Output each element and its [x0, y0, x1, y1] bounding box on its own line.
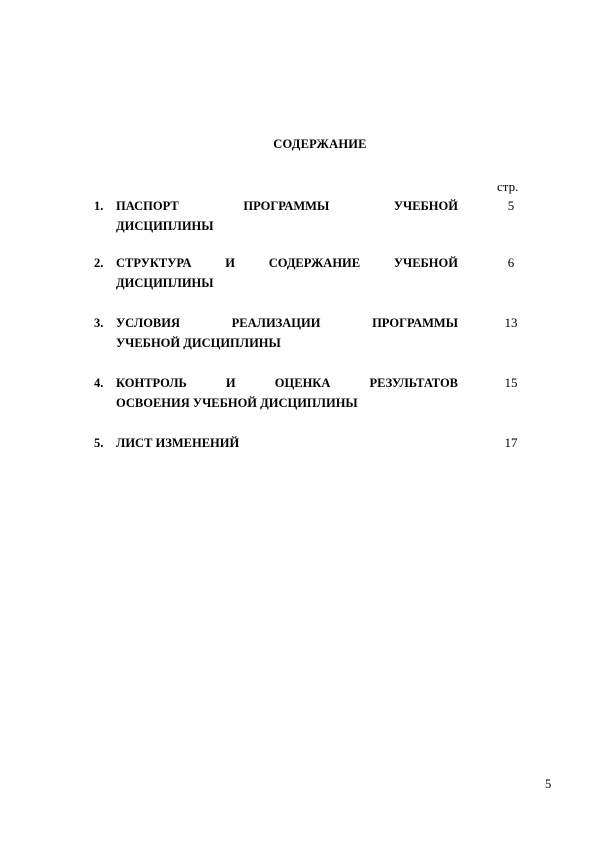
toc-item-title	[116, 313, 458, 353]
toc-item-number: 1.	[94, 199, 104, 213]
toc-item-page: 6	[507, 255, 515, 270]
toc-item-number: 2.	[94, 256, 104, 270]
toc-item-number: 4.	[94, 376, 104, 390]
toc-item-page: 17	[504, 435, 518, 450]
page-column-label: стр.	[497, 179, 519, 194]
toc-item-page: 15	[504, 375, 518, 390]
document-title: СОДЕРЖАНИЕ	[273, 137, 367, 151]
toc-item-number: 5.	[94, 436, 104, 450]
toc-item-title-line1: ЛИСТ ИЗМЕНЕНИЙ	[116, 436, 240, 450]
toc-item-page: 13	[504, 315, 518, 330]
toc-item-title-line2: ОСВОЕНИЯ УЧЕБНОЙ ДИСЦИПЛИНЫ	[116, 396, 358, 410]
toc-item-number: 3.	[94, 316, 104, 330]
page-number: 5	[545, 777, 552, 791]
toc-item-title-line2: ДИСЦИПЛИНЫ	[116, 276, 214, 290]
toc-item-title	[116, 373, 458, 413]
toc-item-title-line2: УЧЕБНОЙ ДИСЦИПЛИНЫ	[116, 336, 281, 350]
toc-item-title-line1: КОНТРОЛЬ И ОЦЕНКА РЕЗУЛЬТАТОВ	[116, 376, 458, 390]
toc-item-title	[116, 196, 458, 236]
toc-item-title-line1: СТРУКТУРА И СОДЕРЖАНИЕ УЧЕБНОЙ	[116, 256, 458, 270]
toc-item-page: 5	[507, 198, 515, 213]
toc-item-title	[116, 433, 458, 453]
toc-item-title-line1: УСЛОВИЯ РЕАЛИЗАЦИИ ПРОГРАММЫ	[116, 316, 458, 330]
toc-item-title	[116, 253, 458, 293]
toc-item-title-line2: ДИСЦИПЛИНЫ	[116, 219, 214, 233]
toc-item-title-line1: ПАСПОРТ ПРОГРАММЫ УЧЕБНОЙ	[116, 199, 458, 213]
